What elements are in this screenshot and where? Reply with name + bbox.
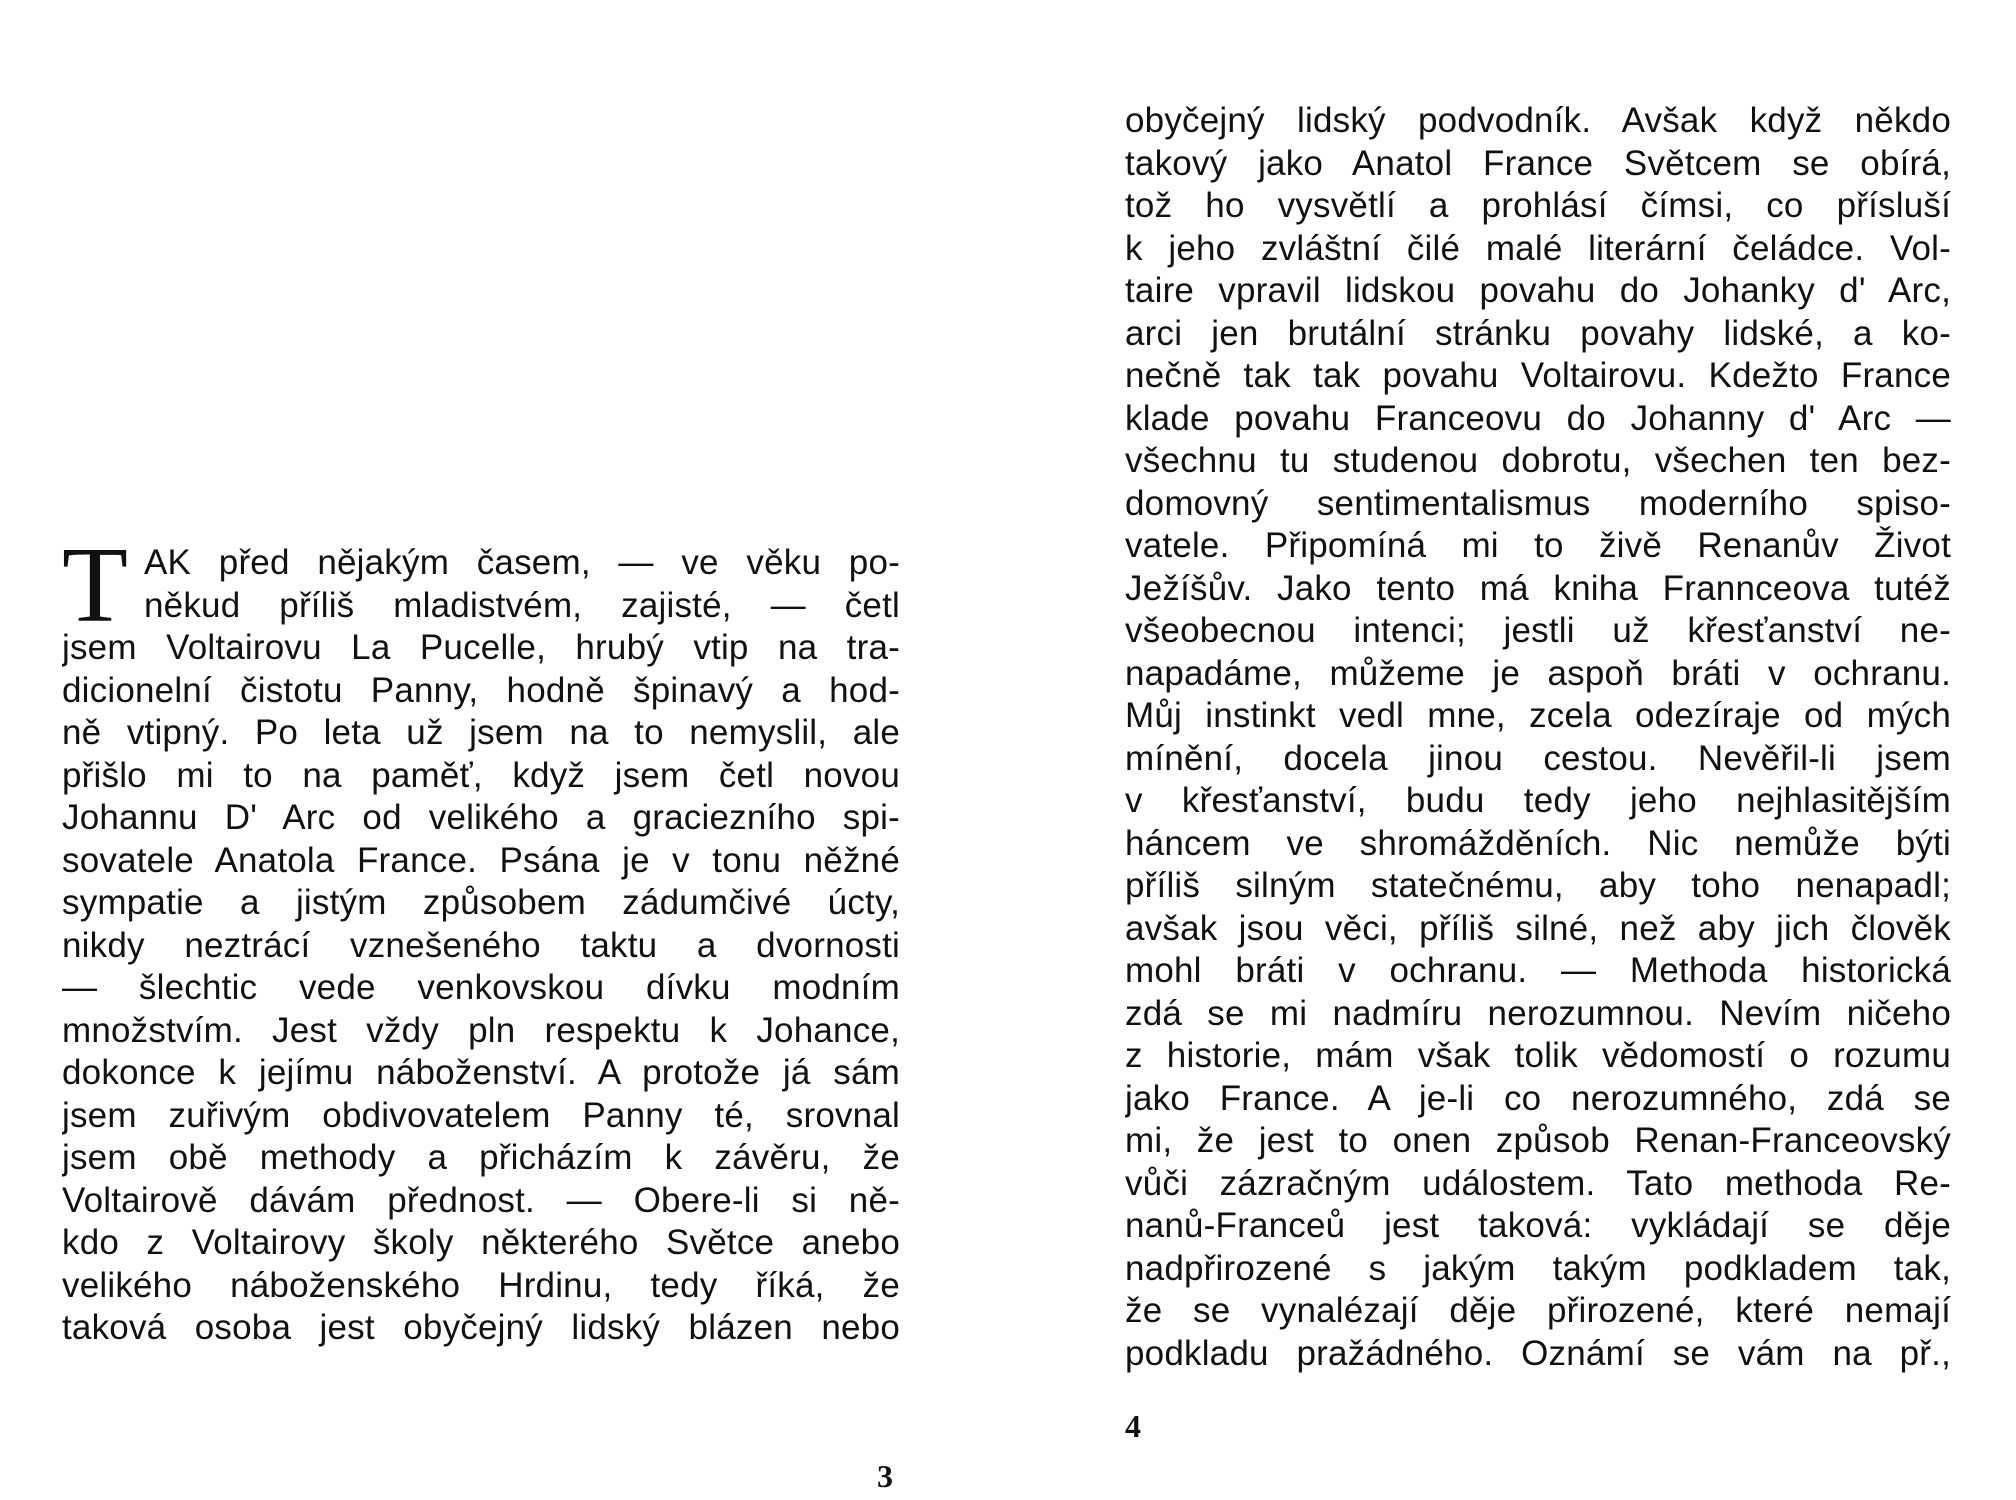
text-line: taire vpravil lidskou povahu do Johanky d' Arc, (1125, 271, 1951, 310)
text-line: k jeho zvláštní čilé malé literární čeládce. Vol- (1125, 228, 1951, 268)
text-line: dicionelní čistotu Panny, hodně špinavý a hod- (62, 670, 900, 710)
text-line: příliš silným statečnému, aby toho nenapadl; (1125, 866, 1951, 905)
text-line: jsem obě methody a přicházím k závěru, že (62, 1138, 900, 1177)
right-page-text (1125, 100, 1951, 1375)
text-line: v křesťanství, budu tedy jeho nejhlasitějším (1125, 781, 1951, 820)
text-line: Můj instinkt vedl mne, zcela odezíraje od mých (1125, 696, 1951, 735)
text-line: jako France. A je-li co nerozumného, zdá se (1125, 1078, 1951, 1118)
text-line: arci jen brutální stránku povahy lidské, a ko- (1125, 313, 1951, 353)
text-line: všechnu tu studenou dobrotu, všechen ten bez- (1125, 441, 1951, 480)
page-number: 4 (1125, 1408, 1141, 1444)
text-line: všeobecnou intenci; jestli už křesťanství ne- (1125, 611, 1951, 650)
text-line: klade povahu Franceovu do Johanny d' Arc — (1125, 398, 1951, 438)
text-line: AK před nějakým časem, — ve věku po- (144, 543, 900, 582)
text-line: háncem ve shromážděních. Nic nemůže býti (1125, 823, 1951, 863)
text-line: tož ho vysvětlí a prohlásí čímsi, co přísluší (1125, 186, 1951, 225)
text-line: sovatele Anatola France. Psána je v tonu něžné (62, 840, 900, 880)
text-line: nadpřirozené s jakým takým podkladem tak, (1125, 1248, 1951, 1288)
text-line: obyčejný lidský podvodník. Avšak když někdo (1125, 101, 1951, 140)
text-line: množstvím. Jest vždy pln respektu k Johance, (62, 1010, 900, 1050)
text-line: z historie, mám však tolik vědomostí o rozumu (1125, 1036, 1951, 1075)
text-line: napadáme, můžeme je aspoň bráti v ochranu. (1125, 653, 1951, 693)
text-line: — šlechtic vede venkovskou dívku modním (62, 968, 900, 1007)
text-line: nečně tak tak povahu Voltairovu. Kdežto France (1125, 356, 1951, 395)
text-line: Johannu D' Arc od velikého a graciezního spi- (62, 798, 900, 837)
text-line: zdá se mi nadmíru nerozumnou. Nevím ničeho (1125, 993, 1951, 1033)
text-line: takový jako Anatol France Světcem se obírá, (1125, 143, 1951, 183)
text-line: taková osoba jest obyčejný lidský blázen nebo (62, 1308, 900, 1347)
page-number: 3 (877, 1458, 893, 1494)
right-page (1008, 0, 2016, 1500)
text-line: přišlo mi to na paměť, když jsem četl novou (62, 755, 900, 795)
text-line: mínění, docela jinou cestou. Nevěřil-li jsem (1125, 738, 1951, 778)
text-line: kdo z Voltairovy školy některého Světce anebo (62, 1223, 900, 1262)
text-line: dokonce k jejímu náboženství. A protože já sám (62, 1053, 900, 1092)
text-line: mi, že jest to onen způsob Renan-Franceovský (1125, 1121, 1951, 1160)
text-line: Ježíšův. Jako tento má kniha Frannceova tutéž (1125, 568, 1951, 608)
text-line: někud příliš mladistvém, zajisté, — četl (144, 585, 900, 625)
text-line: vůči zázračným událostem. Tato methoda Re- (1125, 1163, 1951, 1203)
text-line: podkladu pražádného. Oznámí se vám na př., (1125, 1333, 1951, 1373)
text-line: že se vynalézají děje přirozené, které nemají (1125, 1291, 1951, 1330)
text-line: ně vtipný. Po leta už jsem na to nemyslil, ale (62, 713, 900, 752)
text-line: velikého náboženského Hrdinu, tedy říká, že (62, 1265, 900, 1305)
text-line: vatele. Připomíná mi to živě Renanův Život (1125, 526, 1951, 565)
left-page-text (62, 542, 900, 1350)
text-line: mohl bráti v ochranu. — Methoda historická (1125, 951, 1951, 990)
text-line: nanů-Franceů jest taková: vykládají se děje (1125, 1206, 1951, 1245)
drop-cap-letter: T (62, 526, 128, 645)
text-line: domovný sentimentalismus moderního spiso- (1125, 483, 1951, 523)
text-line: Voltairově dávám přednost. — Obere-li si ně- (62, 1180, 900, 1220)
text-line: avšak jsou věci, příliš silné, než aby jich člověk (1125, 908, 1951, 948)
text-line: nikdy neztrácí vznešeného taktu a dvornosti (62, 925, 900, 965)
text-line: jsem Voltairovu La Pucelle, hrubý vtip na tra- (62, 628, 900, 667)
text-line: sympatie a jistým způsobem zádumčivé úcty, (62, 883, 900, 922)
text-line: jsem zuřivým obdivovatelem Panny té, srovnal (62, 1095, 900, 1135)
